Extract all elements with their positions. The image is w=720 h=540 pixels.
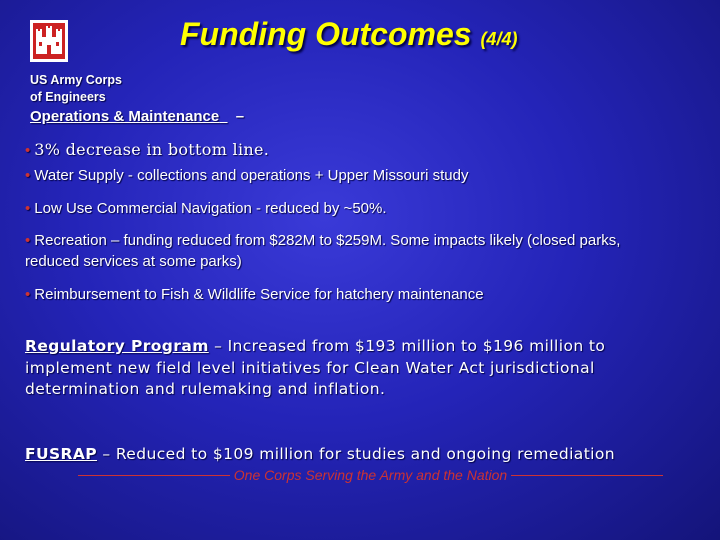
om-bullet-text: Water Supply - collections and operations + Upper Missouri study — [34, 167, 469, 184]
footer-tagline-text: One Corps Serving the Army and the Nation — [233, 467, 508, 483]
page-title — [180, 16, 517, 53]
title-text: Funding Outcomes — [180, 16, 472, 52]
om-bullet-2 — [25, 165, 675, 186]
om-heading-dash: – — [235, 108, 245, 125]
om-bullet-text: Reimbursement to Fish & Wildlife Service for hatchery maintenance — [34, 286, 484, 303]
org-line-2: of Engineers — [30, 90, 106, 104]
om-bullet-text: Low Use Commercial Navigation - reduced by ~50%. — [34, 200, 387, 217]
usace-logo — [30, 20, 68, 62]
om-bullet-3 — [25, 198, 675, 219]
bullet-icon: • — [25, 232, 31, 249]
footer-rule-left — [78, 475, 230, 476]
footer-rule-right — [511, 475, 663, 476]
om-heading — [30, 108, 244, 125]
regulatory-text: – Increased from $193 million to $196 million to implement new field level initiatives for Clean Water Act jurisdictional determination and rulemaking and inflation. — [25, 337, 606, 398]
bullet-icon: • — [25, 286, 31, 303]
footer-tagline — [78, 466, 663, 484]
title-subtitle: (4/4) — [480, 29, 518, 49]
om-bullet-text: Recreation – funding reduced from $282M to $259M. Some impacts likely (closed parks, reduced services at some parks) — [25, 232, 621, 270]
bullet-icon: • — [25, 200, 31, 217]
om-bullet-4 — [25, 230, 665, 272]
regulatory-lead: Regulatory Program — [25, 337, 209, 355]
om-heading-text: Operations & Maintenance — [30, 108, 220, 125]
fusrap-lead: FUSRAP — [25, 445, 98, 463]
fusrap-text: – Reduced to $109 million for studies and ongoing remediation — [97, 445, 616, 463]
om-bullet-text: 3% decrease in bottom line. — [34, 140, 270, 159]
fusrap-paragraph — [25, 444, 675, 466]
om-bullet-1 — [25, 139, 269, 161]
regulatory-paragraph — [25, 336, 675, 401]
bullet-icon: • — [25, 167, 31, 184]
org-line-1: US Army Corps — [30, 73, 122, 87]
castle-icon — [33, 23, 65, 59]
org-name — [30, 72, 122, 106]
bullet-icon: • — [25, 142, 31, 159]
om-bullet-5 — [25, 284, 675, 305]
